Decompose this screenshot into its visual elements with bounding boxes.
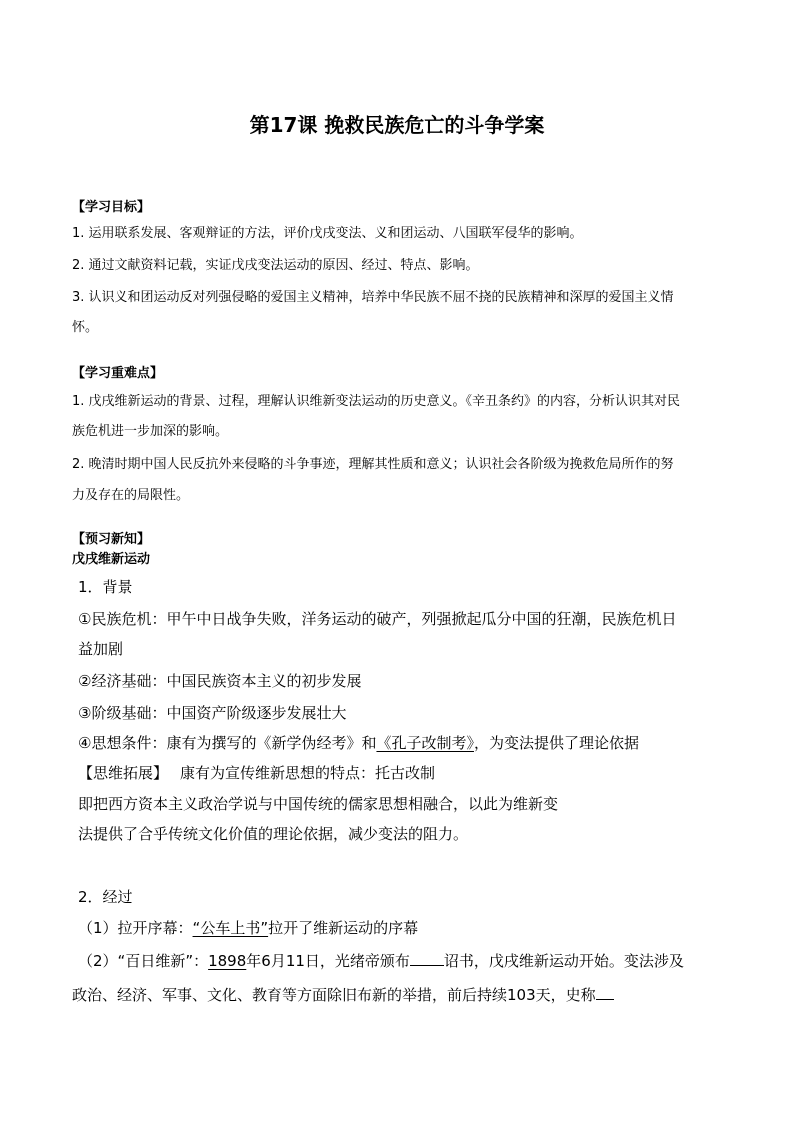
extension-text: 康有为宣传维新思想的特点：托古改制 <box>180 764 436 782</box>
keypoint-item-2: 2. 晚清时期中国人民反抗外来侵略的斗争事迹，理解其性质和意义；认识社会各阶级为挽救危局所作的努 <box>72 457 674 472</box>
goal-item-2: 2. 通过文献资料记载，实证戊戌变法运动的原因、经过、特点、影响。 <box>72 258 479 273</box>
process-item-2-cont <box>72 983 614 1006</box>
thought-prefix: ④思想条件：康有为撰写的《新学伪经考》和 <box>78 734 377 752</box>
goal-item-1: 1. 运用联系发展、客观辩证的方法，评价戊戌变法、义和团运动、八国联军侵华的影响。 <box>72 226 583 241</box>
gongche-shangshu: “公车上书” <box>192 919 269 937</box>
process-item-2 <box>78 949 684 972</box>
book-title-underlined: 《孔子改制考》 <box>376 734 474 752</box>
background-item-4 <box>78 732 639 754</box>
year-1898: 1898 <box>208 952 247 970</box>
keypoint-item-1: 1. 戊戌维新运动的背景、过程，理解认识维新变法运动的历史意义。《辛丑条约》的内容，分析认识其对民 <box>72 394 681 409</box>
background-item-2: ②经济基础：中国民族资本主义的初步发展 <box>78 672 362 690</box>
extension-label: 【思维拓展】 <box>78 764 169 782</box>
process-2-mid: 年6月11日，光绪帝颁布 <box>246 952 410 970</box>
process-1-suffix: 拉开了维新运动的序幕 <box>268 919 419 937</box>
process-heading: 2．经过 <box>78 888 133 906</box>
extension-line-2: 法提供了合乎传统文化价值的理论依据，减少变法的阻力。 <box>78 825 469 843</box>
process-item-1 <box>78 917 418 939</box>
background-item-3: ③阶级基础：中国资产阶级逐步发展壮大 <box>78 704 347 722</box>
background-item-1-cont: 益加剧 <box>78 640 124 658</box>
fill-blank-1[interactable] <box>410 949 444 966</box>
fill-blank-2[interactable] <box>596 983 614 1000</box>
process-2-after-blank: 诏书，戊戌维新运动开始。变法涉及 <box>443 952 684 970</box>
keypoint-item-2-cont: 力及存在的局限性。 <box>72 488 190 503</box>
page-title: 第17课 挽救民族危亡的斗争学案 <box>249 113 545 137</box>
background-item-1: ①民族危机：甲午中日战争失败，洋务运动的破产，列强掀起瓜分中国的狂潮，民族危机日 <box>78 610 677 628</box>
process-2-line2: 政治、经济、军事、文化、教育等方面除旧布新的举措，前后持续103天，史称 <box>72 986 596 1004</box>
background-heading: 1．背景 <box>78 578 133 596</box>
thinking-extension <box>78 762 435 784</box>
keypoints-heading: 【学习重难点】 <box>72 366 164 381</box>
preview-heading: 【预习新知】 <box>72 532 151 547</box>
goal-item-3: 3. 认识义和团运动反对列强侵略的爱国主义精神，培养中华民族不屈不挠的民族精神和深厚的爱国主义情 <box>72 290 674 305</box>
process-1-prefix: （1）拉开序幕： <box>78 919 193 937</box>
goals-heading: 【学习目标】 <box>72 200 151 215</box>
process-2-prefix: （2）“百日维新”： <box>78 952 209 970</box>
goal-item-3-cont: 怀。 <box>72 320 99 335</box>
preview-topic: 戊戌维新运动 <box>72 552 151 567</box>
thought-suffix: ，为变法提供了理论依据 <box>473 734 639 752</box>
extension-line-1: 即把西方资本主义政治学说与中国传统的儒家思想相融合，以此为维新变 <box>78 795 559 813</box>
keypoint-item-1-cont: 族危机进一步加深的影响。 <box>72 424 229 439</box>
